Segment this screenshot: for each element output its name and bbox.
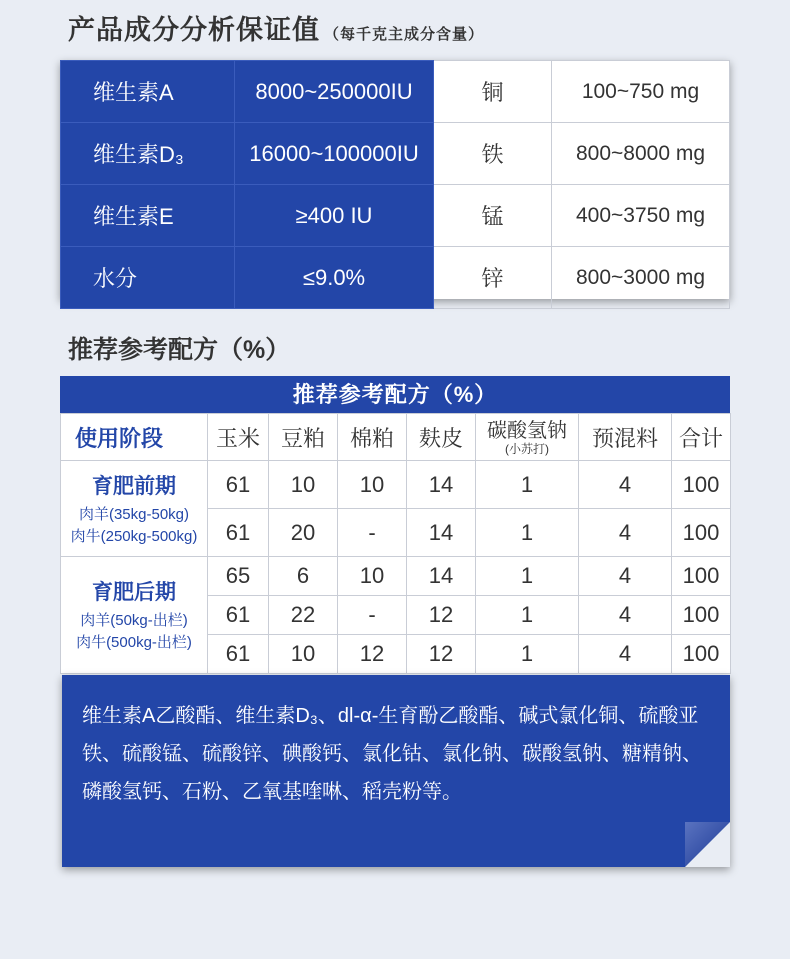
stage-line: 肉牛(250kg-500kg) [70,527,198,545]
analysis-table [60,60,730,299]
stage-cell-late [61,557,208,674]
element-name: 铜 [434,61,552,123]
nutrient-value: 16000~100000IU [235,123,434,185]
cell: 20 [269,509,338,557]
header-soda [476,414,579,461]
cell: 1 [476,461,579,509]
cell: 1 [476,635,579,674]
cell: 61 [208,461,269,509]
analysis-title: 产品成分分析保证值 [68,15,320,45]
cell: 14 [407,461,476,509]
formula-header-row [61,414,731,461]
stage-line: 肉羊(35kg-50kg) [78,505,190,523]
header-cotton: 棉粕 [338,414,407,461]
cell: 4 [579,557,672,596]
element-amount: 400~3750 mg [552,185,730,247]
analysis-row [61,247,730,309]
cell: 61 [208,596,269,635]
cell: 100 [672,461,731,509]
analysis-row [61,123,730,185]
cell: 100 [672,509,731,557]
header-soybean: 豆粕 [269,414,338,461]
stage-line: 肉牛(500kg-出栏) [76,634,192,651]
cell: 12 [338,635,407,674]
nutrient-value: ≤9.0% [235,247,434,309]
header-stage: 使用阶段 [61,414,208,461]
cell: 1 [476,596,579,635]
nutrient-value: ≥400 IU [235,185,434,247]
stage-line: 肉羊(50kg-出栏) [80,612,188,629]
header-premix: 预混料 [579,414,672,461]
nutrient-name: 水分 [61,247,235,309]
cell: - [338,596,407,635]
nutrient-name: 维生素E [61,185,235,247]
cell: 12 [407,596,476,635]
cell: 6 [269,557,338,596]
header-total: 合计 [672,414,731,461]
ingredients-box [62,675,730,867]
page-fold-flap [685,822,730,867]
cell: 14 [407,509,476,557]
cell: 10 [269,461,338,509]
stage-name: 育肥前期 [92,474,176,498]
stage-name: 育肥后期 [92,581,176,604]
cell: 4 [579,635,672,674]
element-name: 锌 [434,247,552,309]
section-title-analysis [68,8,484,47]
cell: - [338,509,407,557]
cell: 100 [672,596,731,635]
analysis-subtitle: （每千克主成分含量） [324,26,485,43]
cell: 61 [208,635,269,674]
element-amount: 800~3000 mg [552,247,730,309]
formula-banner: 推荐参考配方（%） [60,376,730,413]
cell: 4 [579,596,672,635]
table-row [61,461,731,509]
ingredients-text: 维生素A乙酸酯、维生素D₃、dl-α-生育酚乙酸酯、碱式氯化铜、硫酸亚铁、硫酸锰、硫酸锌、碘酸钙、氯化钴、氯化钠、碳酸氢钠、糖精钠、磷酸氢钙、石粉、乙氧基喹啉、稻壳粉等。 [82,705,702,803]
cell: 14 [407,557,476,596]
element-amount: 800~8000 mg [552,123,730,185]
cell: 10 [338,557,407,596]
cell: 12 [407,635,476,674]
cell: 4 [579,461,672,509]
nutrient-name: 维生素D₃ [61,123,235,185]
cell: 1 [476,557,579,596]
nutrient-name: 维生素A [61,61,235,123]
element-name: 锰 [434,185,552,247]
cell: 1 [476,509,579,557]
element-name: 铁 [434,123,552,185]
cell: 65 [208,557,269,596]
cell: 10 [338,461,407,509]
analysis-row [61,61,730,123]
formula-table [60,376,730,674]
cell: 61 [208,509,269,557]
cell: 4 [579,509,672,557]
analysis-row [61,185,730,247]
cell: 100 [672,635,731,674]
stage-cell-early [61,461,208,557]
header-soda-label: 碳酸氢钠 [487,419,567,442]
header-corn: 玉米 [208,414,269,461]
element-amount: 100~750 mg [552,61,730,123]
cell: 22 [269,596,338,635]
nutrient-value: 8000~250000IU [235,61,434,123]
header-bran: 麸皮 [407,414,476,461]
table-row [61,557,731,596]
section-title-formula: 推荐参考配方（%） [68,336,291,364]
header-soda-note: (小苏打) [505,441,549,456]
cell: 100 [672,557,731,596]
cell: 10 [269,635,338,674]
